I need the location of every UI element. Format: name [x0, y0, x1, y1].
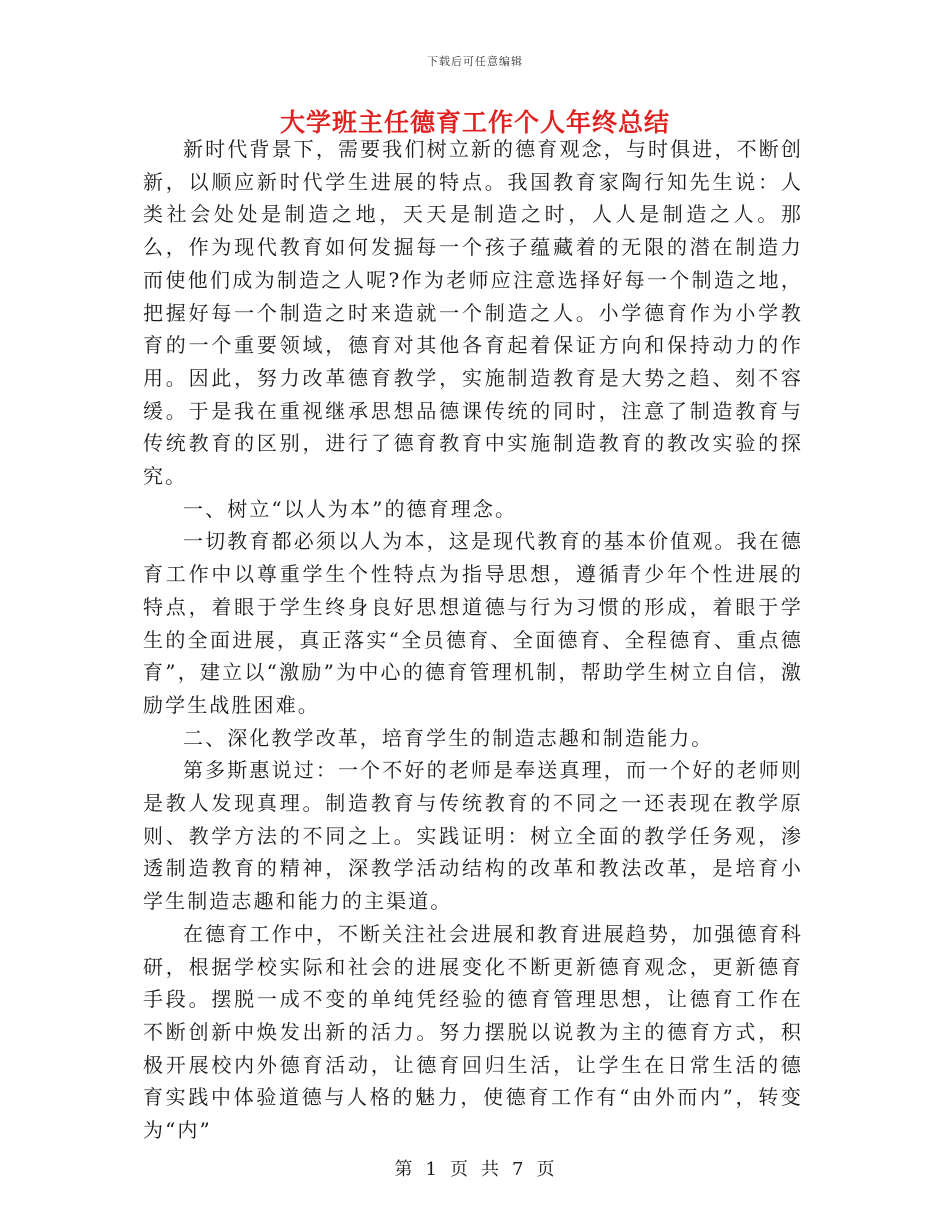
page-label-suffix: 页 [536, 1159, 556, 1180]
paragraph-section-1: 一切教育都必须以人为本，这是现代教育的基本价值观。我在德育工作中以尊重学生个性特点为指导思想，遵循青少年个性进展的特点，着眼于学生终身良好思想道德与行为习惯的形成，着眼于学生的全面进展，真正落实“全员德育、全面德育、全程德育、重点德育”，建立以“激励”为中心的德育管理机制，帮助学生树立自信，激励学生战胜困难。 [143, 529, 803, 717]
page-label-mid: 页 [450, 1159, 469, 1180]
document-body [143, 133, 803, 1147]
section-heading-1: 一、树立“以人为本”的德育理念。 [183, 496, 518, 521]
document-title: 大学班主任德育工作个人年终总结 [279, 108, 670, 137]
total-label: 共 [481, 1159, 500, 1180]
paragraph-section-2b: 在德育工作中，不断关注社会进展和教育进展趋势，加强德育科研，根据学校实际和社会的进展变化不断更新德育观念，更新德育手段。摆脱一成不变的单纯凭经验的德育管理思想，让德育工作在不断创新中焕发出新的活力。努力摆脱以说教为主的德育方式，积极开展校内外德育活动，让德育回归生活，让学生在日常生活的德育实践中体验道德与人格的魅力，使德育工作有“由外而内”，转变为“内” [143, 921, 803, 1143]
total-pages-number: 7 [512, 1159, 525, 1180]
page-label-prefix: 第 [394, 1159, 414, 1180]
header-note: 下载后可任意编辑 [427, 55, 523, 68]
paragraph-section-2: 第多斯惠说过：一个不好的老师是奉送真理，而一个好的老师则是教人发现真理。制造教育与传统教育的不同之一还表现在教学原则、教学方法的不同之上。实践证明：树立全面的教学任务观，渗透制造教育的精神，深教学活动结构的改革和教法改革，是培育小学生制造志趣和能力的主渠道。 [143, 758, 803, 914]
paragraph-intro: 新时代背景下，需要我们树立新的德育观念，与时俱进，不断创新，以顺应新时代学生进展的特点。我国教育家陶行知先生说：人类社会处处是制造之地，天天是制造之时，人人是制造之人。那么，作为现代教育如何发掘每一个孩子蕴藏着的无限的潜在制造力而使他们成为制造之人呢?作为老师应注意选择好每一个制造之地，把握好每一个制造之时来造就一个制造之人。小学德育作为小学教育的一个重要领域，德育对其他各育起着保证方向和保持动力的作用。因此，努力改革德育教学，实施制造教育是大势之趋、刻不容缓。于是我在重视继承思想品德课传统的同时，注意了制造教育与传统教育的区别，进行了德育教育中实施制造教育的教改实验的探究。 [143, 137, 803, 489]
current-page-number: 1 [425, 1159, 438, 1180]
page-footer [0, 1155, 950, 1181]
section-heading-2: 二、深化教学改革，培育学生的制造志趣和制造能力。 [183, 725, 714, 750]
